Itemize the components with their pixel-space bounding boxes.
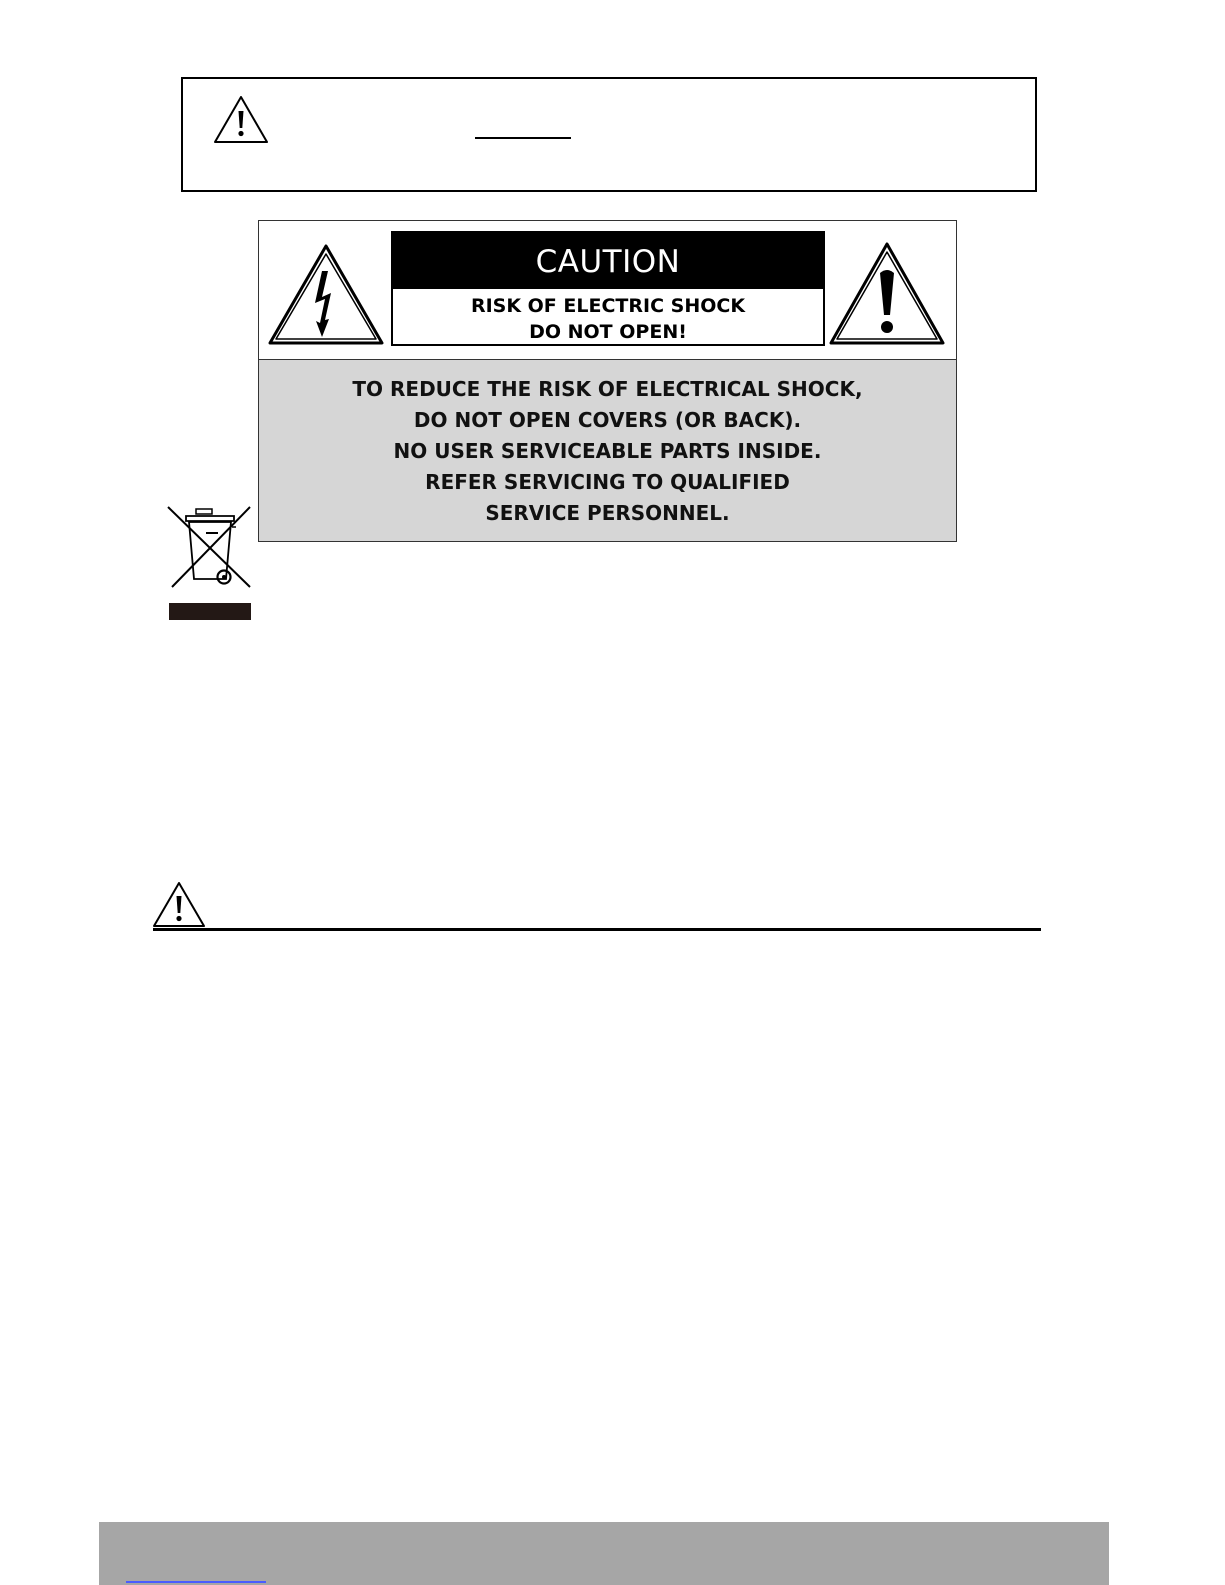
caution-subtitle — [393, 293, 823, 345]
warning-notice-box — [181, 77, 1037, 192]
warning-triangle-icon — [152, 881, 206, 929]
caution-instructions-text — [259, 374, 956, 529]
footer-link[interactable] — [126, 1581, 266, 1583]
section-heading-rule — [153, 928, 1041, 931]
caution-instruction-line: NO USER SERVICEABLE PARTS INSIDE. — [393, 439, 822, 463]
caution-instruction-line: SERVICE PERSONNEL. — [485, 501, 730, 525]
exclamation-warning-icon — [828, 241, 946, 347]
caution-instruction-line: TO REDUCE THE RISK OF ELECTRICAL SHOCK, — [352, 377, 863, 401]
caution-title: CAUTION — [393, 233, 823, 289]
caution-label — [258, 220, 957, 542]
weee-marking-bar — [169, 603, 251, 620]
underline-mark — [475, 137, 571, 139]
warning-triangle-icon — [213, 95, 269, 145]
lightning-bolt-warning-icon — [267, 243, 385, 347]
caution-instruction-line: REFER SERVICING TO QUALIFIED — [425, 470, 790, 494]
caution-label-header — [259, 221, 956, 360]
crossed-out-wheelie-bin-icon — [166, 505, 254, 591]
footer-bar — [99, 1522, 1109, 1585]
caution-instruction-line: DO NOT OPEN COVERS (OR BACK). — [413, 408, 802, 432]
caution-subtitle-line: DO NOT OPEN! — [529, 321, 687, 343]
caution-banner — [391, 231, 825, 346]
caution-subtitle-line: RISK OF ELECTRIC SHOCK — [470, 295, 746, 317]
caution-instructions — [259, 360, 956, 541]
